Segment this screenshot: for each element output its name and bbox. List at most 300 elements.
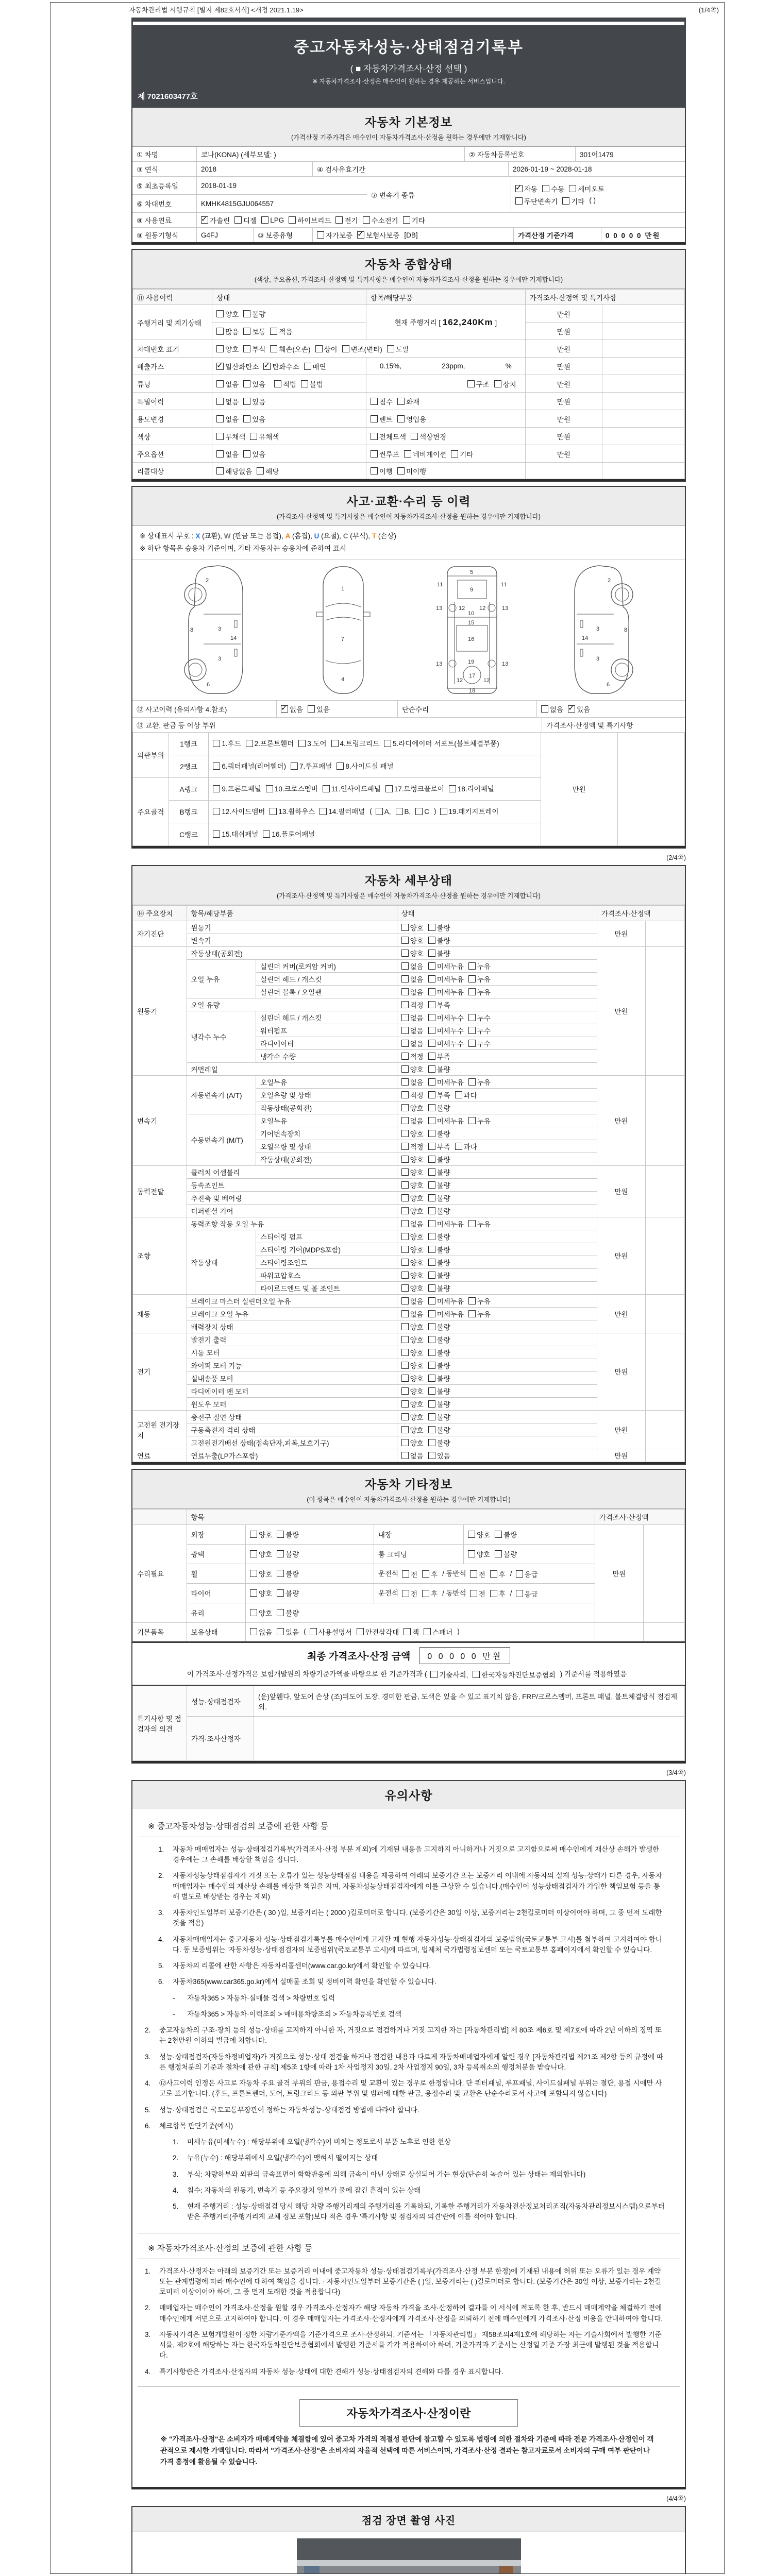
- checkbox-누유[interactable]: [468, 1077, 491, 1087]
- checkbox-3.도어[interactable]: [298, 737, 326, 751]
- checkbox-box: [468, 1078, 476, 1086]
- checkbox-없음[interactable]: [216, 414, 239, 424]
- checkbox-탄화수소[interactable]: [263, 361, 299, 371]
- checkbox-label: 불량: [436, 1413, 450, 1421]
- checkbox-무채색[interactable]: [216, 431, 245, 442]
- checkbox-불량[interactable]: [428, 1373, 450, 1383]
- checkbox-누유[interactable]: [468, 961, 491, 971]
- checkbox-8.사이드실 패널[interactable]: [337, 760, 393, 773]
- checkbox-불량[interactable]: [428, 1154, 450, 1164]
- checkbox-화재[interactable]: [397, 396, 419, 406]
- checkbox-label: 9.프론트패널: [222, 785, 261, 793]
- checkbox-전기[interactable]: [335, 215, 358, 225]
- checkbox-기타[interactable]: [403, 215, 425, 225]
- checkbox-label: 양호: [225, 345, 239, 353]
- checkbox-양호[interactable]: [401, 1386, 424, 1396]
- note-item: [138, 2121, 680, 2131]
- checkbox-LPG[interactable]: [261, 216, 284, 224]
- checkbox-양호[interactable]: [401, 1257, 424, 1267]
- inspection-photo-front: [297, 2538, 521, 2574]
- checkbox-없음[interactable]: [401, 987, 424, 997]
- checkbox-양호[interactable]: [401, 1167, 424, 1177]
- svg-text:3: 3: [217, 655, 221, 662]
- checkbox-box: [401, 1375, 409, 1382]
- checkbox-누유[interactable]: [468, 987, 491, 997]
- panel-price-note-cell: [617, 732, 684, 845]
- checkbox-양호[interactable]: [401, 1154, 424, 1164]
- checkbox-불량[interactable]: [428, 1167, 450, 1177]
- checkbox-응급[interactable]: [516, 1569, 538, 1579]
- checkbox-적정[interactable]: [401, 1051, 424, 1061]
- checkbox-무단변속기[interactable]: [515, 196, 558, 206]
- checkbox-label: 부족: [436, 1091, 450, 1099]
- checkbox-디젤[interactable]: [234, 215, 257, 225]
- checkbox-없음[interactable]: [401, 1309, 424, 1319]
- checkbox-미세누유[interactable]: [428, 1296, 464, 1306]
- checkbox-양호[interactable]: [401, 1270, 424, 1280]
- checkbox-양호[interactable]: [401, 1103, 424, 1113]
- checkbox-없음[interactable]: [401, 974, 424, 984]
- misc-price-cell: 만원: [595, 1524, 644, 1622]
- detail-price-note-cell: [646, 1294, 685, 1333]
- checkbox-이행[interactable]: [371, 466, 393, 476]
- checkbox-label: 과다: [463, 1091, 477, 1099]
- checkbox-불량[interactable]: [428, 1399, 450, 1409]
- checkbox-매연[interactable]: [304, 361, 326, 371]
- note-item: [138, 1993, 680, 2004]
- checkbox-있음[interactable]: [428, 1450, 450, 1461]
- checkbox-누유[interactable]: [468, 1115, 491, 1126]
- checkbox-없음[interactable]: [250, 1626, 272, 1637]
- checkbox-불량[interactable]: [428, 1347, 450, 1358]
- checkbox-미세누유[interactable]: [428, 1115, 464, 1126]
- checkbox-수동[interactable]: [542, 183, 564, 194]
- checkbox-미세누유[interactable]: [428, 1218, 464, 1229]
- checkbox-불량[interactable]: [428, 1257, 450, 1267]
- checkbox-양호[interactable]: [401, 1180, 424, 1190]
- detail-price-cell: 만원: [597, 1075, 646, 1165]
- checkbox-7.루프패널[interactable]: [291, 760, 332, 773]
- checkbox-B,[interactable]: [396, 805, 411, 819]
- checkbox-과다[interactable]: [455, 1090, 477, 1100]
- device-group-동력전달: 동력전달: [133, 1165, 187, 1217]
- checkbox-적음[interactable]: [270, 326, 292, 336]
- checkbox-11.인사이드패널[interactable]: [323, 783, 381, 796]
- checkbox-불량[interactable]: [277, 1607, 299, 1618]
- checkbox-적정[interactable]: [401, 1141, 424, 1151]
- final-price-note: [132, 1668, 685, 1680]
- checkbox-누수[interactable]: [468, 1012, 491, 1023]
- checkbox-양호[interactable]: [401, 1425, 424, 1435]
- checkbox-미세누수[interactable]: [428, 1012, 464, 1023]
- checkbox-있음[interactable]: [277, 1626, 299, 1637]
- checkbox-양호[interactable]: [468, 1549, 490, 1559]
- checkbox-불량[interactable]: [428, 1270, 450, 1280]
- inline-text: 운전석: [378, 1569, 398, 1578]
- checkbox-후[interactable]: [422, 1569, 438, 1579]
- checkbox-불량[interactable]: [428, 1283, 450, 1293]
- code-desc: (부식),: [350, 532, 371, 540]
- checkbox-불량[interactable]: [428, 948, 450, 958]
- checkbox-부식[interactable]: [243, 344, 265, 354]
- checkbox-있음[interactable]: [243, 414, 265, 424]
- checkbox-label: 양호: [476, 1531, 491, 1539]
- checkbox-네비게이션[interactable]: [404, 449, 446, 459]
- checkbox-양호[interactable]: [401, 1360, 424, 1370]
- note-item: [138, 2367, 680, 2377]
- page-marker-4: (4/4쪽): [666, 2495, 686, 2502]
- checkbox-세미오토[interactable]: [569, 183, 604, 194]
- checkbox-있음[interactable]: [308, 704, 330, 714]
- checkbox-label: 적정: [410, 1001, 424, 1009]
- checkbox-불량[interactable]: [428, 1437, 450, 1448]
- part-label: 워터펌프: [256, 1024, 397, 1037]
- part-label: 라디에이터: [256, 1037, 397, 1049]
- photos-header: [132, 2507, 685, 2532]
- checkbox-19.패키지트레이[interactable]: [440, 805, 499, 819]
- checkbox-불량[interactable]: [428, 1412, 450, 1422]
- checkbox-box: [428, 1001, 435, 1008]
- checkbox-label: 불량: [436, 1439, 450, 1447]
- checkbox-불량[interactable]: [428, 1425, 450, 1435]
- checkbox-기타[interactable]: [451, 449, 473, 459]
- checkbox-스패너[interactable]: [424, 1626, 452, 1637]
- detail-col-item: 항목/해당부품: [187, 905, 397, 921]
- checkbox-양호[interactable]: [401, 948, 424, 958]
- checkbox-label: 후: [431, 1571, 438, 1579]
- part-label: 오일유량 및 상태: [256, 1140, 397, 1153]
- checkbox-양호[interactable]: [250, 1607, 272, 1618]
- checkbox-label: 불량: [503, 1551, 517, 1559]
- appraiser-opinion-text: [254, 1716, 685, 1760]
- checkbox-label: 적정: [410, 1091, 424, 1099]
- checkbox-box: [270, 345, 277, 352]
- checkbox-box: [401, 1272, 409, 1279]
- checkbox-불량[interactable]: [495, 1529, 517, 1539]
- checkbox-구조[interactable]: [467, 379, 490, 389]
- checkbox-적법[interactable]: [274, 379, 296, 389]
- device-group-원동기: 원동기: [133, 946, 187, 1075]
- checkbox-양호[interactable]: [216, 309, 239, 319]
- checkbox-상이[interactable]: [315, 344, 338, 354]
- checkbox-전[interactable]: [402, 1569, 417, 1579]
- checkbox-label: 누유: [477, 1310, 491, 1318]
- checkbox-box: [397, 467, 405, 474]
- basic-note: (가격산정 기준가격은 매수인이 자동차가격조사·산정을 원하는 경우에만 기재합니다): [291, 134, 526, 141]
- checkbox-양호[interactable]: [401, 1347, 424, 1358]
- checkbox-누유[interactable]: [468, 1296, 491, 1306]
- checkbox-없음[interactable]: [401, 1296, 424, 1306]
- checkbox-잭[interactable]: [404, 1626, 419, 1637]
- checkbox-미세누수[interactable]: [428, 1038, 464, 1048]
- checkbox-누수[interactable]: [468, 1038, 491, 1048]
- label-model-year: ③ 연식: [132, 162, 197, 176]
- checkbox-렌트[interactable]: [371, 414, 393, 424]
- checkbox-안전삼각대[interactable]: [357, 1626, 399, 1637]
- price-cell: 만원: [525, 358, 602, 375]
- checkbox-있음[interactable]: [243, 449, 265, 459]
- checkbox-17.트렁크플로어[interactable]: [385, 783, 444, 796]
- checkbox-양호[interactable]: [401, 1399, 424, 1409]
- checkbox-2.프론트휀더[interactable]: [246, 737, 294, 751]
- checkbox-label: 불량: [436, 1362, 450, 1370]
- checkbox-부족[interactable]: [428, 999, 450, 1010]
- checkbox-수소전기[interactable]: [363, 215, 398, 225]
- checkbox-미세누유[interactable]: [428, 961, 464, 971]
- checkbox-label: 불량: [436, 1168, 450, 1177]
- part-label: 오일누유: [256, 1114, 397, 1127]
- checkbox-box: [317, 231, 324, 239]
- checkbox-5.라디에이터 서포트(볼트체결부품)[interactable]: [384, 737, 499, 751]
- checkbox-없음[interactable]: [216, 379, 239, 389]
- notes-subheader: ※ 중고자동차성능·상태점검의 보증에 관한 사항 등: [138, 1815, 680, 1837]
- checkbox-불법[interactable]: [301, 379, 323, 389]
- checkbox-양호[interactable]: [401, 1231, 424, 1242]
- checkbox-있음[interactable]: [568, 704, 590, 714]
- checkbox-없음[interactable]: [541, 704, 563, 714]
- checkbox-없음[interactable]: [401, 1038, 424, 1048]
- checkbox-label: 없음: [259, 1629, 273, 1637]
- checkbox-후[interactable]: [422, 1588, 438, 1599]
- checkbox-누유[interactable]: [468, 974, 491, 984]
- checkbox-불량[interactable]: [428, 1193, 450, 1203]
- checkbox-유채색[interactable]: [250, 431, 279, 442]
- checkbox-box: [404, 450, 411, 457]
- checkbox-보험사보증[interactable]: [357, 230, 399, 240]
- checkbox-없음[interactable]: [401, 1115, 424, 1126]
- checkbox-가솔린[interactable]: [201, 215, 230, 225]
- detail-price-cell: 만원: [597, 1217, 646, 1294]
- checkbox-box: [401, 1078, 409, 1086]
- checkbox-label: 보험사보증: [366, 232, 400, 240]
- price-note-cell: [602, 393, 684, 410]
- checkbox-label: 양호: [259, 1551, 273, 1559]
- recall-checks: [212, 463, 366, 479]
- checkbox-양호[interactable]: [401, 935, 424, 945]
- checkbox-없음[interactable]: [401, 1450, 424, 1461]
- item-label: 구동축전지 격리 상태: [187, 1423, 397, 1436]
- note-number: 1.: [173, 2138, 179, 2146]
- checkbox-변조(변타)[interactable]: [342, 344, 382, 354]
- checkbox-box: [250, 1550, 257, 1557]
- checkbox-불량[interactable]: [277, 1529, 299, 1539]
- svg-text:19: 19: [467, 658, 474, 665]
- checkbox-4.트렁크리드[interactable]: [331, 737, 379, 751]
- checkbox-label: 불량: [436, 1284, 450, 1293]
- checkbox-누유[interactable]: [468, 1309, 491, 1319]
- checkbox-불량[interactable]: [495, 1549, 517, 1559]
- checkbox-양호[interactable]: [401, 1437, 424, 1448]
- checkbox-불량[interactable]: [428, 1334, 450, 1345]
- overall-table: [132, 289, 685, 479]
- checkbox-한국자동차진단보증협회[interactable]: [473, 1669, 555, 1680]
- checkbox-적정[interactable]: [401, 999, 424, 1010]
- checkbox-box: [470, 1590, 477, 1597]
- checkbox-불량[interactable]: [428, 1386, 450, 1396]
- checkbox-없음[interactable]: [281, 704, 303, 714]
- checkbox-누수[interactable]: [468, 1025, 491, 1036]
- checkbox-불량[interactable]: [428, 1128, 450, 1139]
- checkbox-하이브리드[interactable]: [289, 215, 331, 225]
- checkbox-해당[interactable]: [257, 466, 279, 476]
- checkbox-18.리어패널[interactable]: [449, 783, 494, 796]
- checkbox-영업용[interactable]: [397, 414, 426, 424]
- checkbox-전[interactable]: [470, 1569, 485, 1579]
- checkbox-12.사이드멤버[interactable]: [213, 805, 265, 819]
- checkbox-양호[interactable]: [401, 1206, 424, 1216]
- checkbox-양호[interactable]: [401, 1244, 424, 1255]
- checkbox-label: 불량: [436, 1156, 450, 1164]
- checkbox-부족[interactable]: [428, 1051, 450, 1061]
- checkbox-불량[interactable]: [428, 1180, 450, 1190]
- checkbox-불량[interactable]: [428, 1360, 450, 1370]
- checkbox-없음[interactable]: [401, 1218, 424, 1229]
- checkbox-썬루프[interactable]: [371, 449, 399, 459]
- checkbox-label: 없음: [410, 1310, 424, 1318]
- checkbox-양호[interactable]: [401, 1193, 424, 1203]
- checkbox-미세누유[interactable]: [428, 987, 464, 997]
- checkbox-box: [250, 1609, 257, 1616]
- checkbox-양호[interactable]: [250, 1529, 272, 1539]
- checkbox-label: 양호: [259, 1609, 273, 1618]
- checkbox-양호[interactable]: [401, 1283, 424, 1293]
- detail-price-note-cell: [646, 1075, 685, 1165]
- checkbox-15.대쉬패널[interactable]: [213, 828, 258, 841]
- checkbox-label: 양호: [410, 950, 424, 958]
- checkbox-불량[interactable]: [428, 1206, 450, 1216]
- checkbox-label: 부족: [436, 1143, 450, 1151]
- checkbox-불량[interactable]: [428, 922, 450, 933]
- checkbox-14.필러패널[interactable]: [320, 805, 365, 819]
- checkbox-불량[interactable]: [428, 935, 450, 945]
- code-letter-U: U: [314, 532, 320, 540]
- checkbox-침수[interactable]: [371, 396, 393, 406]
- checkbox-자동[interactable]: [515, 183, 537, 194]
- checkbox-box: [250, 1628, 257, 1635]
- checkbox-없음[interactable]: [401, 1077, 424, 1087]
- checkbox-후[interactable]: [490, 1569, 506, 1579]
- checkbox-box: [468, 1531, 475, 1538]
- checkbox-label: 화재: [406, 398, 420, 406]
- checkbox-없음[interactable]: [401, 1025, 424, 1036]
- checkbox-9.프론트패널[interactable]: [213, 783, 261, 796]
- checkbox-불량[interactable]: [428, 1231, 450, 1242]
- checkbox-양호[interactable]: [250, 1588, 272, 1598]
- checkbox-양호[interactable]: [216, 344, 239, 354]
- checkbox-불량[interactable]: [277, 1568, 299, 1579]
- note-item: [138, 2078, 680, 2099]
- checkbox-label: 불량: [436, 924, 450, 932]
- checkbox-부족[interactable]: [428, 1141, 450, 1151]
- checkbox-label: 부족: [436, 1001, 450, 1009]
- checkbox-없음[interactable]: [216, 449, 239, 459]
- checkbox-장치[interactable]: [494, 379, 516, 389]
- accident-note: (가격조사·산정액 및 특기사항은 매수인이 자동차가격조사·산정을 원하는 경우에만 기재합니다): [277, 513, 541, 520]
- checkbox-10.크로스멤버[interactable]: [266, 783, 318, 796]
- checkbox-불량[interactable]: [243, 309, 265, 319]
- checkbox-해당없음[interactable]: [216, 466, 252, 476]
- checkbox-과다[interactable]: [455, 1141, 477, 1151]
- checkbox-box: [428, 924, 435, 931]
- checkbox-도말[interactable]: [387, 344, 409, 354]
- checkbox-양호[interactable]: [401, 1064, 424, 1074]
- checkbox-양호[interactable]: [401, 1334, 424, 1345]
- checkbox-응급[interactable]: [516, 1588, 538, 1599]
- checkbox-label: 스패너: [432, 1629, 453, 1637]
- checkbox-보통[interactable]: [243, 326, 265, 336]
- checkbox-13.휠하우스[interactable]: [270, 805, 315, 819]
- checkbox-적정[interactable]: [401, 1090, 424, 1100]
- checkbox-양호[interactable]: [401, 922, 424, 933]
- checkbox-양호[interactable]: [468, 1529, 490, 1539]
- checkbox-색상변경[interactable]: [411, 431, 446, 442]
- checkbox-16.플로어패널[interactable]: [263, 828, 315, 841]
- checkbox-box: [216, 380, 224, 387]
- checkbox-후[interactable]: [490, 1588, 506, 1599]
- checkbox-많음[interactable]: [216, 326, 239, 336]
- status-checks: [397, 921, 597, 934]
- checkbox-label: 15.대쉬패널: [222, 830, 259, 838]
- checkbox-양호[interactable]: [401, 1373, 424, 1383]
- checkbox-양호[interactable]: [401, 1128, 424, 1139]
- checkbox-미세누유[interactable]: [428, 1077, 464, 1087]
- checkbox-일산화탄소[interactable]: [216, 361, 259, 371]
- checkbox-전[interactable]: [402, 1588, 417, 1599]
- checkbox-없음[interactable]: [216, 396, 239, 406]
- price-note-cell: [602, 305, 684, 323]
- checkbox-불량[interactable]: [277, 1588, 299, 1598]
- checkbox-C[interactable]: [415, 805, 429, 819]
- checkbox-기술사회,[interactable]: [430, 1669, 468, 1680]
- checkbox-label: 매연: [312, 363, 326, 371]
- checkbox-사용설명서[interactable]: [310, 1626, 352, 1637]
- checkbox-양호[interactable]: [250, 1568, 272, 1579]
- checkbox-있음[interactable]: [243, 379, 265, 389]
- checkbox-양호[interactable]: [250, 1549, 272, 1559]
- checkbox-없음[interactable]: [401, 961, 424, 971]
- checkbox-훼손(오손)[interactable]: [270, 344, 310, 354]
- checkbox-6.쿼터패널(리어휀더)[interactable]: [213, 760, 286, 773]
- checkbox-미이행[interactable]: [397, 466, 426, 476]
- checkbox-불량[interactable]: [428, 1064, 450, 1074]
- checkbox-box: [428, 1272, 435, 1279]
- checkbox-양호[interactable]: [401, 1412, 424, 1422]
- checkbox-전[interactable]: [470, 1588, 485, 1599]
- checkbox-미세누유[interactable]: [428, 974, 464, 984]
- checkbox-자가보증[interactable]: [317, 230, 352, 240]
- checkbox-1.후드[interactable]: [213, 737, 241, 751]
- checkbox-부족[interactable]: [428, 1090, 450, 1100]
- checkbox-label: 양호: [410, 1336, 424, 1344]
- checkbox-box: [371, 450, 378, 457]
- checkbox-미세누수[interactable]: [428, 1025, 464, 1036]
- checkbox-기타[interactable]: [562, 196, 584, 206]
- checkbox-누유[interactable]: [468, 1218, 491, 1229]
- checkbox-A,[interactable]: [376, 805, 391, 819]
- checkbox-전체도색[interactable]: [371, 431, 406, 442]
- checkbox-불량[interactable]: [428, 1244, 450, 1255]
- checkbox-있음[interactable]: [243, 396, 265, 406]
- checkbox-불량[interactable]: [428, 1103, 450, 1113]
- svg-text:12: 12: [483, 677, 490, 684]
- detail-col-device: ⑭ 주요장치: [133, 905, 187, 921]
- checkbox-label: 불량: [436, 1233, 450, 1241]
- checkbox-불량[interactable]: [277, 1549, 299, 1559]
- checkbox-미세누유[interactable]: [428, 1309, 464, 1319]
- checkbox-양호[interactable]: [401, 1321, 424, 1332]
- checkbox-없음[interactable]: [401, 1012, 424, 1023]
- checkbox-불량[interactable]: [428, 1321, 450, 1332]
